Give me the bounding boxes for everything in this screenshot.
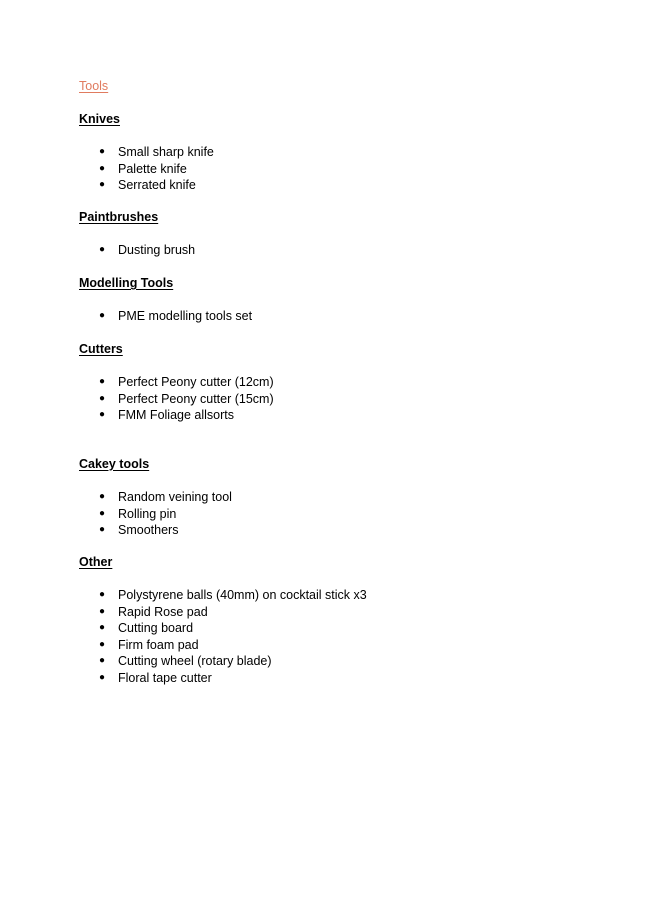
bullet-icon: ● [99,310,106,321]
list-item [79,620,639,637]
bullet-icon: ● [99,409,106,420]
list-item [79,177,639,194]
list-item-label: PME modelling tools set [118,309,253,323]
list-item [79,308,639,325]
bullet-icon: ● [99,622,106,633]
bullet-icon: ● [99,507,106,519]
bullet-icon: ● [99,244,106,255]
bullet-icon: ● [99,638,106,650]
list-item-label: Smoothers [118,523,179,537]
list-item [79,587,639,604]
list-item [79,489,639,506]
list-item-label: Polystyrene balls (40mm) on cocktail stick x3 [118,588,367,602]
bullet-icon: ● [99,605,106,617]
list-item-label: Floral tape cutter [118,670,212,685]
list-item-label: Palette knife [118,161,187,176]
page-title: Tools [79,79,109,93]
section-heading: Cakey tools [79,457,150,471]
list-item-label: Serrated knife [118,178,196,192]
list-item [79,506,639,523]
list-item [79,374,639,391]
list-item [79,144,639,161]
bullet-icon: ● [99,655,106,666]
list-item-label: Small sharp knife [118,145,214,159]
list-item-label: Cutting board [118,621,194,635]
section-modelling-tools [79,275,639,325]
list-item-label: Rapid Rose pad [118,604,208,619]
section-heading: Knives [79,112,120,126]
list-item-label: Dusting brush [118,243,196,257]
list-item-label: Rolling pin [118,506,177,521]
section-heading: Modelling Tools [79,276,174,290]
bullet-icon: ● [99,589,106,600]
list-item [79,161,639,178]
list-item [79,391,639,408]
item-list [79,144,639,194]
bullet-icon: ● [99,524,106,535]
section-heading: Paintbrushes [79,210,159,224]
list-item [79,637,639,654]
list-item-label: FMM Foliage allsorts [118,408,234,422]
section-paintbrushes [79,209,639,259]
section-other [79,554,639,686]
bullet-icon: ● [99,162,106,174]
list-item [79,407,639,424]
item-list [79,587,639,686]
item-list [79,489,639,539]
bullet-icon: ● [99,671,106,683]
list-item-label: Random veining tool [118,490,232,504]
list-item [79,242,639,259]
bullet-icon: ● [99,146,106,157]
list-item-label: Firm foam pad [118,637,199,652]
list-item [79,522,639,539]
list-item-label: Perfect Peony cutter (12cm) [118,375,274,389]
section-heading: Other [79,555,113,569]
list-item [79,670,639,687]
list-item-label: Perfect Peony cutter (15cm) [118,391,274,406]
item-list [79,374,639,424]
list-item-label: Cutting wheel (rotary blade) [118,654,272,668]
item-list [79,242,639,259]
bullet-icon: ● [99,376,106,387]
list-item [79,604,639,621]
list-item [79,653,639,670]
bullet-icon: ● [99,392,106,404]
section-cutters [79,341,639,424]
item-list [79,308,639,325]
bullet-icon: ● [99,179,106,190]
section-cakey-tools [79,456,639,539]
bullet-icon: ● [99,491,106,502]
section-knives [79,111,639,194]
section-heading: Cutters [79,342,123,356]
